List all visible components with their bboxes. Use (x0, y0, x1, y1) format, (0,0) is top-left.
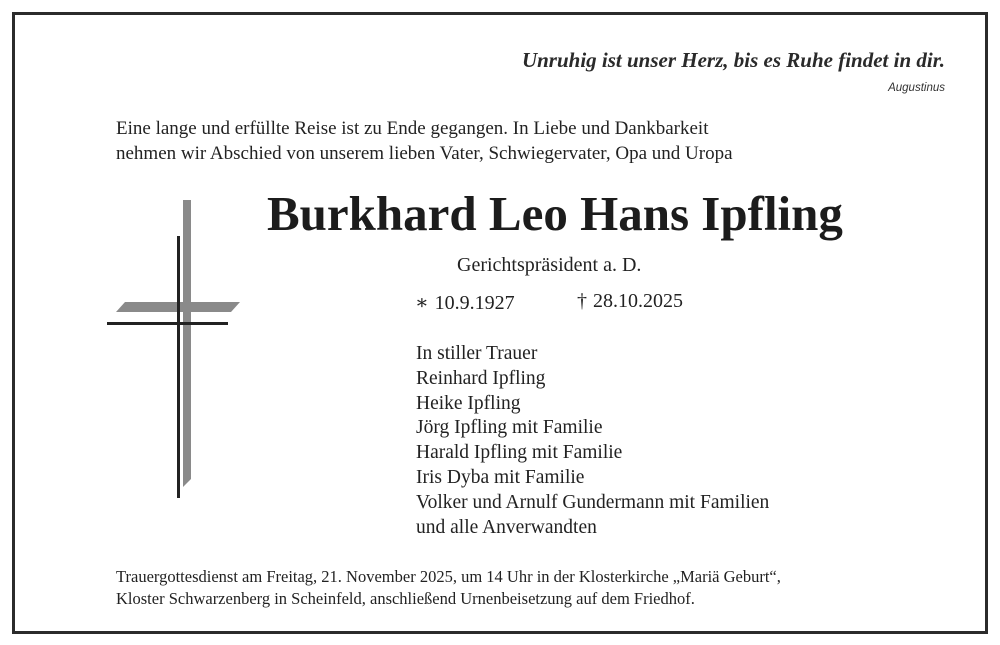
mourner-line: Jörg Ipfling mit Familie (416, 417, 603, 439)
death-cross-icon: † (577, 290, 587, 312)
service-line: Kloster Schwarzenberg in Scheinfeld, anschließend Urnenbeisetzung auf dem Friedhof. (116, 589, 695, 608)
birth-date-group (415, 290, 515, 315)
motto-author: Augustinus (888, 82, 945, 94)
service-info (116, 566, 781, 610)
mourner-line: In stiller Trauer (416, 343, 538, 364)
intro-line: Eine lange und erfüllte Reise ist zu Ende gegangen. In Liebe und Dankbarkeit (116, 118, 709, 139)
death-date-group (577, 290, 683, 313)
motto-quote: Unruhig ist unser Herz, bis es Ruhe findet in dir. (521, 48, 945, 72)
deceased-title: Gerichtspräsident a. D. (457, 254, 642, 276)
intro-text (116, 116, 733, 166)
mourner-line: Iris Dyba mit Familie (416, 466, 585, 488)
death-date: 28.10.2025 (593, 290, 683, 312)
mourner-line: und alle Anverwandten (416, 516, 597, 538)
cross-front-horizontal (107, 322, 228, 325)
cross-front-vertical (177, 236, 180, 498)
deceased-name: Burkhard Leo Hans Ipfling (267, 186, 843, 241)
cross-shadow-vertical (183, 200, 191, 487)
obituary-notice (12, 12, 988, 634)
service-line: Trauergottesdienst am Freitag, 21. November 2025, um 14 Uhr in der Klosterkirche „Mariä Geburt“, (116, 567, 781, 586)
birth-star-icon: ∗ (415, 292, 429, 314)
cross-icon (103, 198, 253, 513)
mourners-list (416, 342, 769, 540)
mourner-line: Volker und Arnulf Gundermann mit Familien (416, 491, 770, 513)
intro-line: nehmen wir Abschied von unserem lieben Vater, Schwiegervater, Opa und Uropa (116, 143, 733, 164)
mourner-line: Heike Ipfling (416, 392, 521, 414)
mourner-line: Reinhard Ipfling (416, 367, 546, 389)
mourner-line: Harald Ipfling mit Familie (416, 442, 623, 464)
birth-date: 10.9.1927 (434, 292, 515, 314)
